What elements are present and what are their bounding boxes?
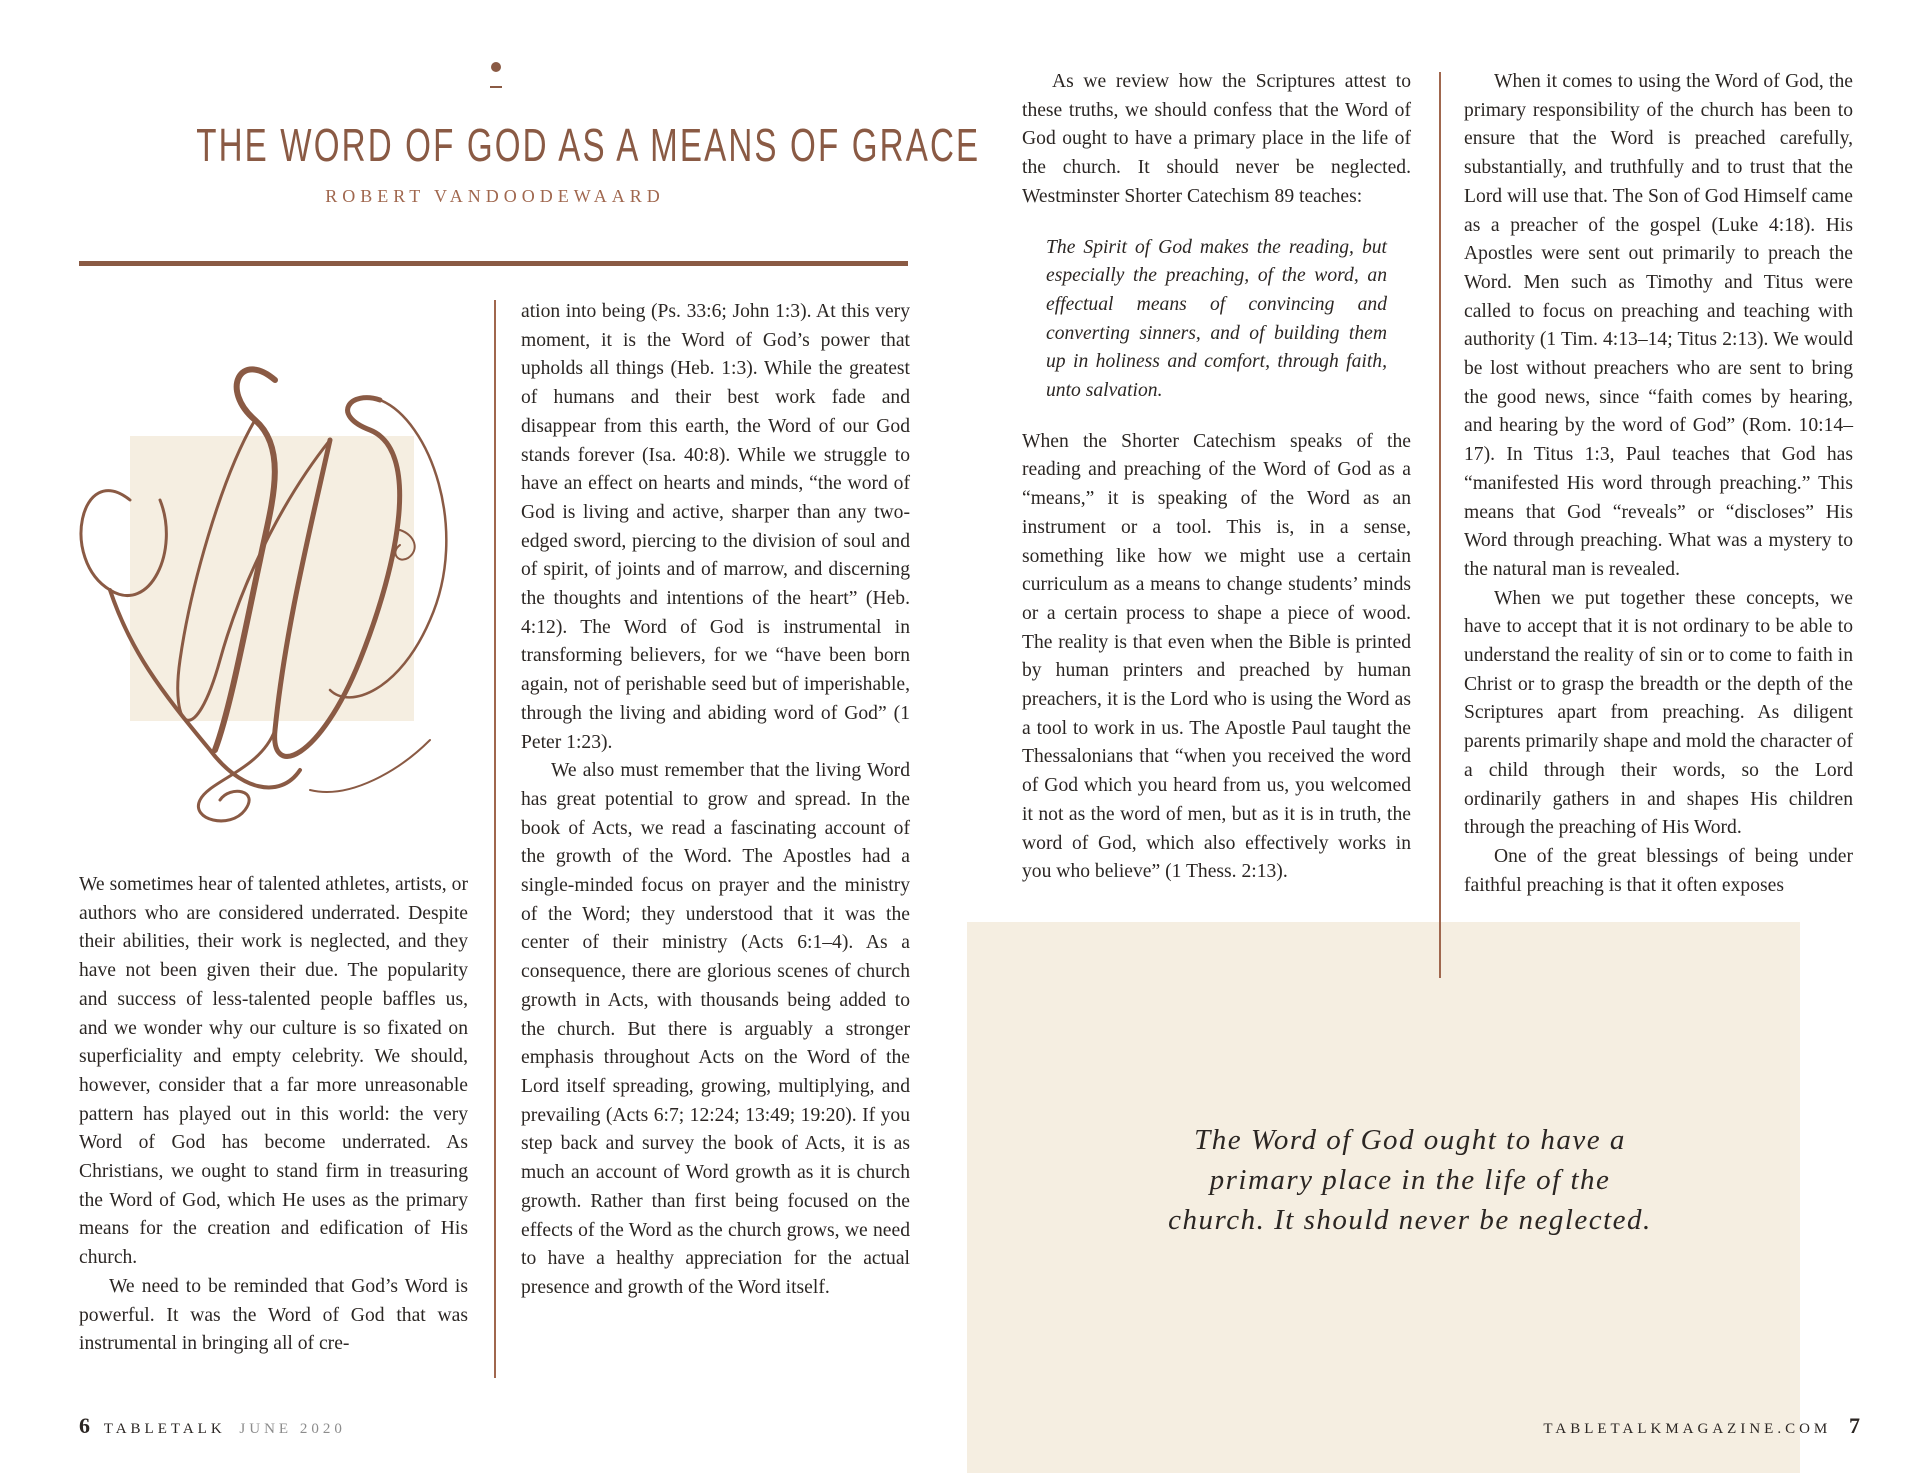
paragraph: When we put together these concepts, we have to accept that it is not ordinary to be able to understand the reality of sin or to come to faith in Christ or to grasp the breadth or the depth of the Scriptures apart from preaching. As diligent parents primarily shape and mold the character of a child through their words, so the Lord ordinarily gathers in and shapes His children through the preaching of His Word.	[1464, 587, 1853, 839]
pullquote	[1130, 1120, 1690, 1240]
footer-right	[1543, 1413, 1860, 1439]
paragraph: When it comes to using the Word of God, the primary responsibility of the church has been to ensure that the Word is preached carefully, substantially, and truthfully and to trust that the Lord will use that. The Son of God Himself came as a preacher of the gospel (Luke 4:18). His Apostles were sent out primarily to preach the Word. Men such as Timothy and Titus were called to focus on preaching and teaching with authority (1 Tim. 4:13–14; Titus 2:13). We would be lost without preachers who are sent to bring the good news, since “faith comes by hearing, and hearing by the word of God” (Rom. 10:14–17). In Titus 1:3, Paul teaches that God has “manifested His word through preaching.” This means that God “reveals” or “discloses” His Word through preaching. What was a mystery to the natural man is revealed.	[1464, 71, 1853, 580]
pullquote-line: The Word of God ought to have a	[1194, 1124, 1626, 1156]
issue-date: JUNE 2020	[239, 1421, 346, 1437]
column-divider	[494, 300, 496, 1378]
column-2	[521, 298, 910, 1303]
column-4	[1464, 68, 1853, 900]
paragraph: As we review how the Scriptures attest to these truths, we should confess that the Word of God ought to have a primary place in the life of the church. It should never be neglected. Westminster Shorter Catechism 89 teaches:	[1022, 71, 1411, 207]
ornamental-drop-cap-w-icon	[70, 330, 480, 830]
title-ornament-dash	[490, 86, 502, 88]
title-underline	[79, 261, 908, 266]
title-block	[80, 118, 981, 172]
pullquote-line: primary place in the life of the	[1209, 1164, 1611, 1196]
publication-name: TABLETALK	[103, 1421, 226, 1437]
paragraph: We need to be reminded that God’s Word is powerful. It was the Word of God that was instrumental in bringing all of cre-	[79, 1275, 468, 1355]
footer-left	[79, 1413, 346, 1439]
catechism-quote: The Spirit of God makes the reading, but especially the preaching, of the word, an effectual means of convincing and converting sinners, and of building them up in holiness and comfort, through faith, unto salvation.	[1046, 236, 1387, 402]
page-number: 7	[1849, 1413, 1860, 1438]
title-ornament-dot	[491, 62, 501, 72]
column-divider	[1439, 72, 1441, 978]
page-number: 6	[79, 1413, 90, 1438]
page-title: THE WORD OF GOD AS A MEANS OF GRACE	[196, 119, 981, 171]
column-1	[79, 871, 468, 1359]
author-name: ROBERT VANDOODEWAARD	[325, 186, 665, 206]
column-3	[1022, 68, 1411, 887]
paragraph: We also must remember that the living Word has great potential to grow and spread. In the book of Acts, we read a fascinating account of the growth of the Word. The Apostles had a single-minded focus on prayer and the ministry of the Word; they understood that it was the center of their ministry (Acts 6:1–4). As a consequence, there are glorious scenes of church growth in Acts, with thousands being added to the church. But there is arguably a stronger emphasis throughout Acts on the Word of the Lord itself spreading, growing, multiplying, and prevailing (Acts 6:7; 12:24; 13:49; 19:20). If you step back and survey the book of Acts, it is as much an account of Word growth as it is church growth. Rather than first being focused on the effects of the Word as the church grows, we need to have a healthy appreciation for the actual presence and growth of the Word itself.	[521, 760, 910, 1298]
paragraph: ation into being (Ps. 33:6; John 1:3). At this very moment, it is the Word of God’s power that upholds all things (Heb. 1:3). While the greatest of humans and their best work fade and disappear from this earth, the Word of our God stands forever (Isa. 40:8). While we struggle to have an effect on hearts and minds, “the word of God is living and active, sharper than any two-edged sword, piercing to the division of soul and of spirit, of joints and of marrow, and discerning the thoughts and intentions of the heart” (Heb. 4:12). The Word of God is instrumental in transforming believers, for we “have been born again, not of perishable seed but of imperishable, through the living and abiding word of God” (1 Peter 1:23).	[521, 301, 910, 753]
paragraph: When the Shorter Catechism speaks of the reading and preaching of the Word of God as a “means,” it is speaking of the Word as an instrument or a tool. This is, in a sense, something like how we might use a certain curriculum as a means to change students’ minds or a certain process to shape a piece of wood. The reality is that even when the Bible is printed by human printers and preached by human preachers, it is the Lord who is using the Word as a tool to work in us. The Apostle Paul taught the Thessalonians that “when you received the word of God which you heard from us, you welcomed it not as the word of men, but as it is in truth, the word of God, which also effectively works in you who believe” (1 Thess. 2:13).	[1022, 430, 1411, 883]
paragraph: One of the great blessings of being under faithful preaching is that it often exposes	[1464, 845, 1853, 896]
pullquote-line: church. It should never be neglected.	[1168, 1204, 1652, 1236]
paragraph: We sometimes hear of talented athletes, artists, or authors who are considered underrated. Despite their abilities, their work is neglected, and they have not been given their due. The popularity and success of less-talented people baffles us, and we wonder why our culture is so fixated on superficiality and empty celebrity. We should, however, consider that a far more unreasonable pattern has played out in this world: the very Word of God has become underrated. As Christians, we ought to stand firm in treasuring the Word of God, which He uses as the primary means for the creation and edification of His church.	[79, 874, 468, 1269]
website-url: TABLETALKMAGAZINE.COM	[1543, 1421, 1832, 1437]
